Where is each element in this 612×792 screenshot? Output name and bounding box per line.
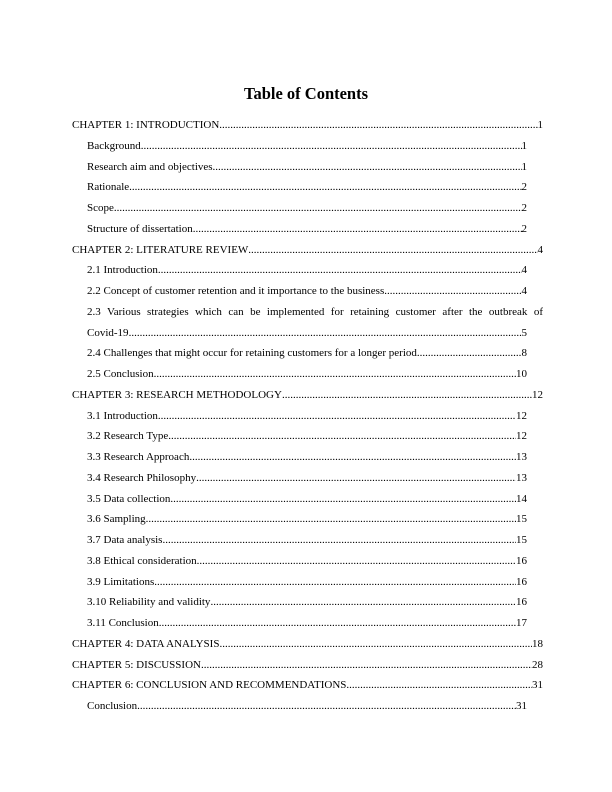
toc-entry-text: 3.2 Research Type <box>87 430 169 443</box>
toc-entry[interactable] <box>72 592 527 613</box>
toc-entry-page: 2 <box>521 181 527 194</box>
toc-entry-text: 3.1 Introduction <box>87 409 158 422</box>
dot-leader <box>196 468 516 489</box>
toc-entry-page: 13 <box>516 451 527 463</box>
toc-entry[interactable] <box>72 447 527 468</box>
toc-entry-continuation: Covid-19 <box>87 326 129 339</box>
dot-leader <box>137 696 516 717</box>
toc-entry[interactable] <box>72 177 527 198</box>
toc-entry[interactable] <box>72 551 527 572</box>
toc-entry-page: 15 <box>516 534 527 546</box>
dot-leader <box>201 655 532 676</box>
toc-entry[interactable] <box>72 136 527 157</box>
toc-entry-page: 13 <box>516 471 527 484</box>
toc-entry-page: 2 <box>521 202 527 214</box>
toc-entry[interactable] <box>72 426 527 447</box>
toc-entry-text: CHAPTER 6: CONCLUSION AND RECOMMENDATIONS <box>72 679 347 692</box>
dot-leader <box>162 530 516 551</box>
toc-entry-text: Conclusion <box>87 700 138 712</box>
toc-chapter-entry[interactable] <box>72 655 543 676</box>
toc-entry-text: CHAPTER 1: INTRODUCTION <box>72 119 220 131</box>
toc-entry-text: 2.5 Conclusion <box>87 368 154 380</box>
dot-leader <box>248 240 537 261</box>
toc-entry-page: 4 <box>537 243 543 256</box>
toc-chapter-entry[interactable] <box>72 675 543 696</box>
dot-leader <box>384 281 521 302</box>
dot-leader <box>213 157 522 178</box>
dot-leader <box>114 198 522 219</box>
dot-leader <box>129 323 522 344</box>
toc-entry-page: 31 <box>516 700 527 712</box>
toc-entry-text: 2.4 Challenges that might occur for retaining customers for a longer period <box>87 347 417 360</box>
toc-entry-text: CHAPTER 5: DISCUSSION <box>72 658 201 671</box>
toc-entry-text: 3.4 Research Philosophy <box>87 471 197 484</box>
toc-entry-text: Structure of dissertation <box>87 222 193 235</box>
toc-entry[interactable] <box>72 260 527 281</box>
dot-leader <box>346 675 532 696</box>
toc-entry-page: 16 <box>516 554 527 567</box>
toc-entry-page: 4 <box>521 285 527 297</box>
toc-entry-text: 3.5 Data collection <box>87 492 171 505</box>
toc-entry[interactable] <box>72 468 527 489</box>
toc-entry-page: 4 <box>521 264 527 277</box>
toc-entry-page: 16 <box>516 575 527 588</box>
toc-entry-page: 10 <box>516 368 527 380</box>
toc-entry-page: 14 <box>516 492 527 505</box>
toc-entry-text: CHAPTER 4: DATA ANALYSIS <box>72 637 220 650</box>
dot-leader <box>154 572 516 593</box>
toc-entry[interactable] <box>72 343 527 364</box>
toc-entry-page: 1 <box>521 160 527 173</box>
toc-entry-text: 2.2 Concept of customer retention and it importance to the business <box>87 285 385 297</box>
toc-entry-text: 3.3 Research Approach <box>87 451 190 463</box>
toc-entry-text: Research aim and objectives <box>87 160 213 173</box>
dot-leader <box>141 136 522 157</box>
toc-entry-text: 2.1 Introduction <box>87 264 158 277</box>
dot-leader <box>210 592 516 613</box>
dot-leader <box>219 115 537 136</box>
toc-entry-page: 15 <box>516 513 527 526</box>
toc-entry-text: 3.10 Reliability and validity <box>87 596 211 609</box>
toc-entry-page: 31 <box>532 679 543 692</box>
toc-entry-page: 5 <box>521 326 527 339</box>
toc-entry[interactable] <box>72 696 527 717</box>
toc-entry[interactable] <box>72 613 527 634</box>
toc-entry-text: 3.9 Limitations <box>87 575 155 588</box>
dot-leader <box>158 406 516 427</box>
toc-chapter-entry[interactable] <box>72 634 543 655</box>
toc-entry-page: 18 <box>532 637 543 650</box>
toc-entry[interactable] <box>72 509 527 530</box>
toc-entry[interactable] <box>72 530 527 551</box>
toc-entry-text: Background <box>87 139 141 152</box>
dot-leader <box>197 551 516 572</box>
toc-chapter-entry[interactable] <box>72 115 543 136</box>
toc-entry-text: 3.6 Sampling <box>87 513 146 526</box>
toc-entry[interactable] <box>72 157 527 178</box>
toc-entry-page: 1 <box>537 119 543 131</box>
dot-leader <box>159 613 516 634</box>
toc-entry[interactable] <box>72 489 527 510</box>
toc-entry-text: 3.8 Ethical consideration <box>87 554 197 567</box>
toc-entry-text: Rationale <box>87 181 130 194</box>
toc-title: Table of Contents <box>243 84 369 103</box>
toc-entry[interactable] <box>72 198 527 219</box>
dot-leader <box>170 489 516 510</box>
dot-leader <box>154 364 516 385</box>
dot-leader <box>146 509 516 530</box>
toc-entry[interactable] <box>72 406 527 427</box>
toc-entry-text: CHAPTER 3: RESEARCH METHODOLOGY <box>72 388 282 401</box>
toc-entry-text: 2.3 Various strategies which can be implemented for retaining customer after the outbreak of <box>87 305 543 318</box>
toc-chapter-entry[interactable] <box>72 385 543 406</box>
dot-leader <box>282 385 532 406</box>
toc-entry-page: 28 <box>532 658 543 671</box>
dot-leader <box>129 177 521 198</box>
toc-entry[interactable] <box>72 364 527 385</box>
toc-entry-page: 17 <box>516 617 527 629</box>
toc-entry-page: 12 <box>516 430 527 443</box>
dot-leader <box>158 260 522 281</box>
dot-leader <box>417 343 522 364</box>
toc-entry[interactable] <box>72 572 527 593</box>
dot-leader <box>168 426 516 447</box>
toc-entry-page: 1 <box>521 139 527 152</box>
dot-leader <box>219 634 532 655</box>
toc-list <box>72 115 543 717</box>
toc-entry-page: 8 <box>521 347 527 360</box>
toc-entry-page: 12 <box>516 409 527 422</box>
toc-entry[interactable] <box>72 219 527 240</box>
toc-entry[interactable] <box>72 302 543 344</box>
toc-entry[interactable] <box>72 281 527 302</box>
toc-entry-page: 2 <box>521 222 527 235</box>
dot-leader <box>193 219 522 240</box>
toc-entry-page: 12 <box>532 388 543 401</box>
toc-entry-page: 16 <box>516 596 527 609</box>
toc-entry-text: Scope <box>87 202 114 214</box>
toc-entry-text: 3.11 Conclusion <box>87 617 159 629</box>
toc-entry-text: 3.7 Data analysis <box>87 534 163 546</box>
toc-entry-text: CHAPTER 2: LITERATURE REVIEW <box>72 243 249 256</box>
toc-chapter-entry[interactable] <box>72 240 543 261</box>
dot-leader <box>189 447 516 468</box>
